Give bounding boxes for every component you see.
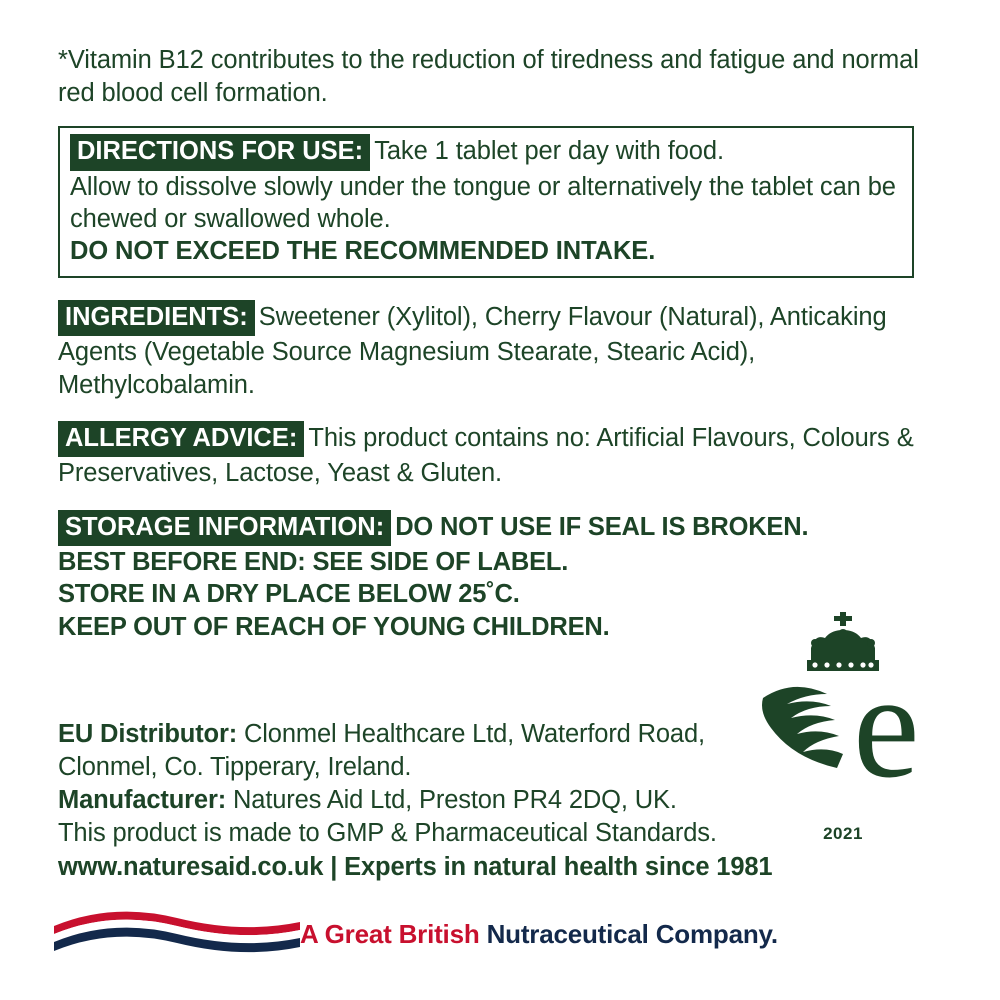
ingredients-heading: INGREDIENTS: [58,300,255,336]
directions-for-use-box [58,126,914,278]
allergy-heading: ALLERGY ADVICE: [58,421,304,457]
directions-heading: DIRECTIONS FOR USE: [70,134,370,170]
banner-text-navy: Nutraceutical Company. [486,919,778,949]
bottom-banner [0,896,1000,956]
ingredients-text: Sweetener (Xylitol), Cherry Flavour (Natural), Anticaking Agents (Vegetable Source Magnesium Stearate, Stearic Acid), Methylcobalamin. [58,302,887,399]
ingredients-section [58,300,938,401]
warrant-year: 2021 [823,824,863,843]
storage-heading: STORAGE INFORMATION: [58,510,391,546]
ingredients-paragraph [58,300,938,401]
directions-first-line [70,134,902,170]
manufacturer-line [58,784,798,817]
directions-warning: DO NOT EXCEED THE RECOMMENDED INTAKE. [70,237,656,266]
storage-first-line [58,510,938,546]
queens-award-e-icon [753,608,933,823]
manufacturer-label: Manufacturer: [58,786,227,815]
storage-line1: DO NOT USE IF SEAL IS BROKEN. [395,512,809,541]
storage-line3: STORE IN A DRY PLACE BELOW 25˚C. [58,580,520,609]
allergy-text: This product contains no: Artificial Flavours, Colours & Preservatives, Lactose, Yeast & Gluten. [58,423,914,488]
website-line[interactable]: www.naturesaid.co.uk | Experts in natural health since 1981 [58,852,773,881]
distributor-label: EU Distributor: [58,720,238,748]
storage-line2: BEST BEFORE END: SEE SIDE OF LABEL. [58,548,569,577]
directions-line1: Take 1 tablet per day with food. [374,137,724,166]
allergy-paragraph [58,421,938,490]
banner-text-red: A Great British [300,919,480,949]
storage-line4: KEEP OUT OF REACH OF YOUNG CHILDREN. [58,612,610,641]
svg-text:e: e [853,643,920,809]
distributor-value: Clonmel Healthcare Ltd, Waterford Road, Clonmel, Co. Tipperary, Ireland. [58,720,705,782]
vitamin-footnote: *Vitamin B12 contributes to the reduction of tiredness and fatigue and normal red blood cell formation. [58,46,919,108]
footer-block [58,718,798,884]
allergy-advice-section [58,421,938,490]
directions-line2: Allow to dissolve slowly under the tongue or alternatively the tablet can be chewed or swallowed whole. [70,172,896,234]
manufacturer-value: Natures Aid Ltd, Preston PR4 2DQ, UK. [233,786,677,815]
standards-line: This product is made to GMP & Pharmaceutical Standards. [58,819,717,848]
royal-warrant-logo [748,608,938,844]
banner-tagline [300,919,778,950]
union-flag-swoosh-icon [52,904,302,956]
distributor-line [58,718,798,784]
